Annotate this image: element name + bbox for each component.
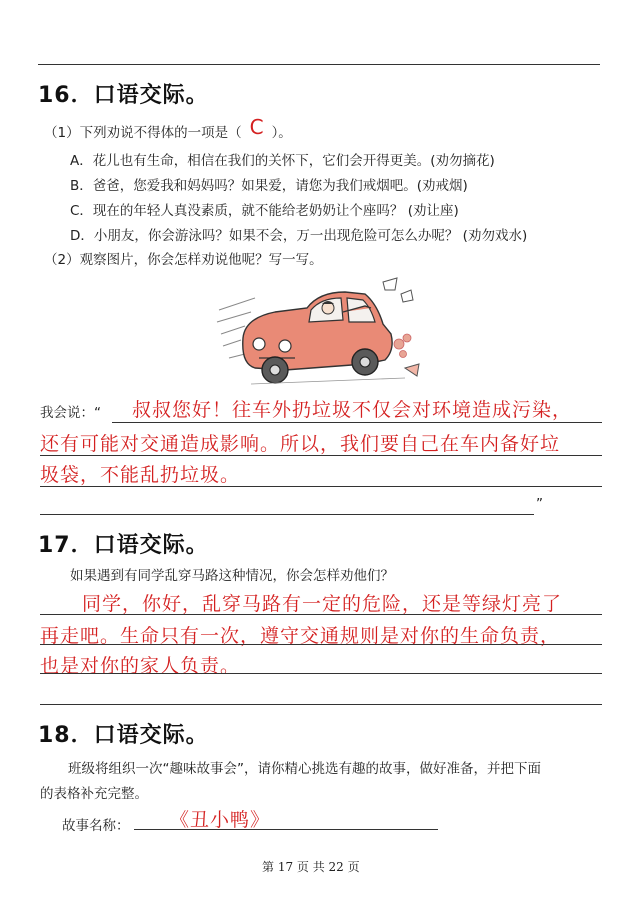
q17-answer-line-1: 同学，你好，乱穿马路有一定的危险，还是等绿灯亮了 bbox=[82, 593, 563, 615]
q16-part2-prompt: （2）观察图片，你会怎样劝说他呢？写一写。 bbox=[44, 252, 323, 268]
q17-answer-rule-2 bbox=[40, 644, 602, 645]
q16-answer-lead: 我会说：“ bbox=[40, 405, 101, 421]
page-footer: 第 17 页 共 22 页 bbox=[262, 860, 360, 874]
q18-story-rule bbox=[134, 829, 438, 830]
q17-answer-line-2: 再走吧。生命只有一次，遵守交通规则是对你的生命负责， bbox=[40, 625, 561, 647]
q16-answer-rule-4 bbox=[40, 514, 534, 515]
q16-answer-close-quote: ” bbox=[536, 496, 543, 512]
q16-answer-line-2: 还有可能对交通造成影响。所以，我们要自己在车内备好垃 bbox=[40, 433, 561, 455]
q17-prompt: 如果遇到有同学乱穿马路这种情况，你会怎样劝他们？ bbox=[70, 568, 394, 584]
car-litter-illustration bbox=[215, 268, 425, 393]
q16-answer-line-3: 圾袋，不能乱扔垃圾。 bbox=[40, 464, 241, 486]
q18-prompt-line-2: 的表格补充完整。 bbox=[40, 786, 148, 802]
q16-answer-rule-1 bbox=[112, 422, 602, 423]
q16-part1-prompt-before: （1）下列劝说不得体的一项是（ bbox=[44, 125, 242, 141]
q18-story-label: 故事名称： bbox=[62, 818, 130, 834]
q16-answer-rule-2 bbox=[40, 455, 602, 456]
q16-option-a: A．花儿也有生命，相信在我们的关怀下，它们会开得更美。(劝勿摘花) bbox=[70, 153, 495, 169]
q16-part1-prompt bbox=[44, 115, 292, 142]
q17-answer-rule-3 bbox=[40, 673, 602, 674]
q16-answer-rule-3 bbox=[40, 486, 602, 487]
q16-option-b: B．爸爸，您爱我和妈妈吗？如果爱，请您为我们戒烟吧。(劝戒烟) bbox=[70, 178, 468, 194]
q18-prompt-line-1: 班级将组织一次“趣味故事会”，请你精心挑选有趣的故事，做好准备，并把下面 bbox=[68, 761, 541, 777]
q17-answer-rule-4 bbox=[40, 704, 602, 705]
q16-option-d: D．小朋友，你会游泳吗？如果不会，万一出现危险可怎么办呢？ (劝勿戏水) bbox=[70, 228, 528, 244]
q16-answer-line-1: 叔叔您好！往车外扔垃圾不仅会对环境造成污染， bbox=[132, 399, 573, 421]
q17-answer-line-3: 也是对你的家人负责。 bbox=[40, 655, 241, 677]
q16-part1-prompt-after: ）。 bbox=[271, 125, 292, 141]
q18-story-answer: 《丑小鸭》 bbox=[170, 809, 271, 831]
top-rule bbox=[38, 64, 600, 65]
q18-heading: 18．口语交际。 bbox=[38, 723, 209, 748]
q17-answer-rule-1 bbox=[40, 614, 602, 615]
q16-option-c: C．现在的年轻人真没素质，就不能给老奶奶让个座吗？ (劝让座) bbox=[70, 203, 459, 219]
q16-heading: 16．口语交际。 bbox=[38, 83, 209, 108]
q16-part1-answer: C bbox=[249, 115, 264, 139]
q17-heading: 17．口语交际。 bbox=[38, 533, 209, 558]
